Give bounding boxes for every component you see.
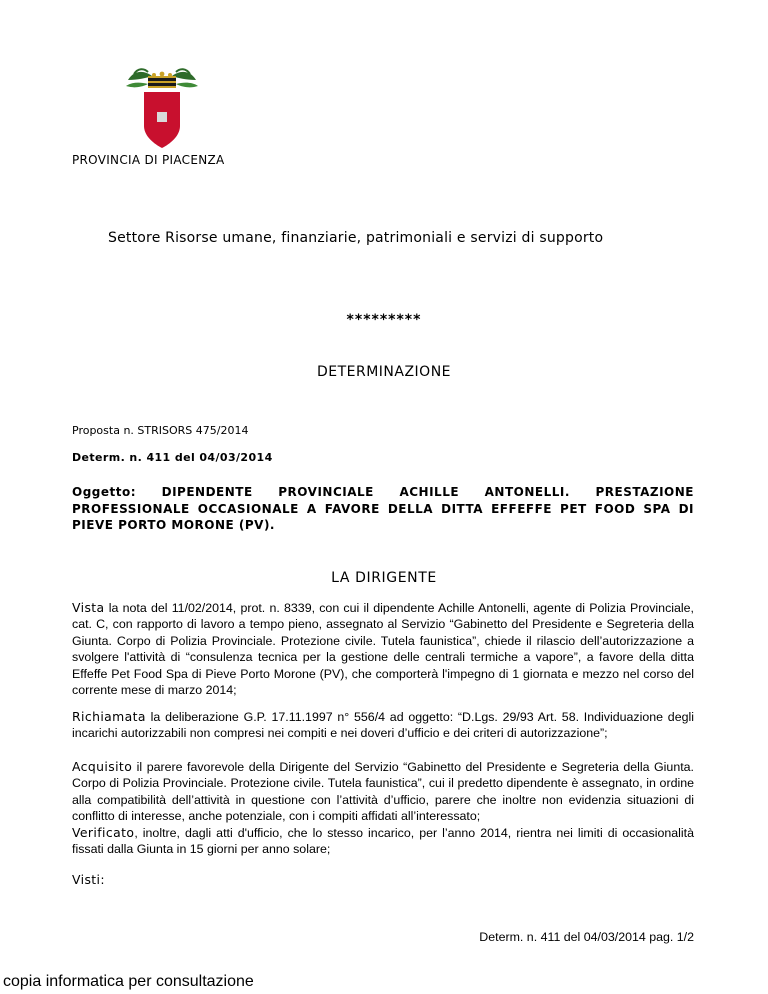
paragraph-text: la deliberazione G.P. 17.11.1997 n° 556/4 ad oggetto: “D.Lgs. 29/93 Art. 58. Individuazione degli incarichi autorizzabili non compresi nei compiti e nei doveri d’ufficio e dei criteri di autorizzazione”; <box>72 710 694 741</box>
paragraph-lead: Acquisito <box>72 759 133 774</box>
paragraph-text: , inoltre, dagli atti d'ufficio, che lo stesso incarico, per l’anno 2014, rientra nei limiti di occasionalità fissati dalla Giunta in 15 giorni per anno solare; <box>72 826 694 857</box>
watermark-text: copia informatica per consultazione <box>3 973 254 990</box>
paragraph-acquisito <box>72 759 694 825</box>
page-reference: Determ. n. 411 del 04/03/2014 pag. 1/2 <box>479 930 694 944</box>
visti-heading: Visti: <box>72 872 105 887</box>
coat-of-arms-icon <box>124 66 200 150</box>
separator-stars: ********* <box>346 312 422 328</box>
paragraph-text: la nota del 11/02/2014, prot. n. 8339, con cui il dipendente Achille Antonelli, agente di Polizia Provinciale, cat. C, con rapporto di lavoro a tempo pieno, assegnato al Servizio “Gabinetto del Presidente e Segreteria della Giunta. Corpo di Polizia Provinciale. Protezione civile. Tutela faunistica”, chiede il rilascio dell’autorizzazione a svolgere l'attività di “consulenza tecnica per la gestione delle centrali termiche a vapore”, a favore della ditta Effeffe Pet Food Spa di Pieve Porto Morone (PV), che comporterà l'impegno di 1 giornata e mezzo nel corso del corrente mese di marzo 2014; <box>72 601 694 698</box>
paragraph-vista <box>72 600 694 698</box>
document-type-title: DETERMINAZIONE <box>316 364 452 380</box>
settore-title: Settore Risorse umane, finanziarie, patrimoniali e servizi di supporto <box>108 230 604 246</box>
proposta-number: Proposta n. STRISORS 475/2014 <box>72 424 249 437</box>
determination-number: Determ. n. 411 del 04/03/2014 <box>72 451 273 464</box>
paragraph-text: il parere favorevole della Dirigente del Servizio “Gabinetto del Presidente e Segreteria della Giunta. Corpo di Polizia Provinciale. Protezione civile. Tutela faunistica”, cui il predetto dipendente è assegnato, in ordine alla compatibilità dell’attività in questione con l’attività d’ufficio, parere che inoltre non evidenzia situazioni di conflitto di interesse, anche potenziale, con i compiti affidati all’interessato; <box>72 760 694 824</box>
province-name: PROVINCIA DI PIACENZA <box>72 153 225 167</box>
subject-text: Oggetto: DIPENDENTE PROVINCIALE ACHILLE ANTONELLI. PRESTAZIONE PROFESSIONALE OCCASIONALE A FAVORE DELLA DITTA EFFEFFE PET FOOD SPA DI PIEVE PORTO MORONE (PV). <box>72 485 694 532</box>
paragraph-richiamata <box>72 709 694 742</box>
section-title: LA DIRIGENTE <box>331 570 437 586</box>
paragraph-lead: Richiamata <box>72 709 146 724</box>
paragraph-verificato <box>72 825 694 858</box>
paragraph-lead: Vista <box>72 600 105 615</box>
paragraph-lead: Verificato <box>72 825 135 840</box>
